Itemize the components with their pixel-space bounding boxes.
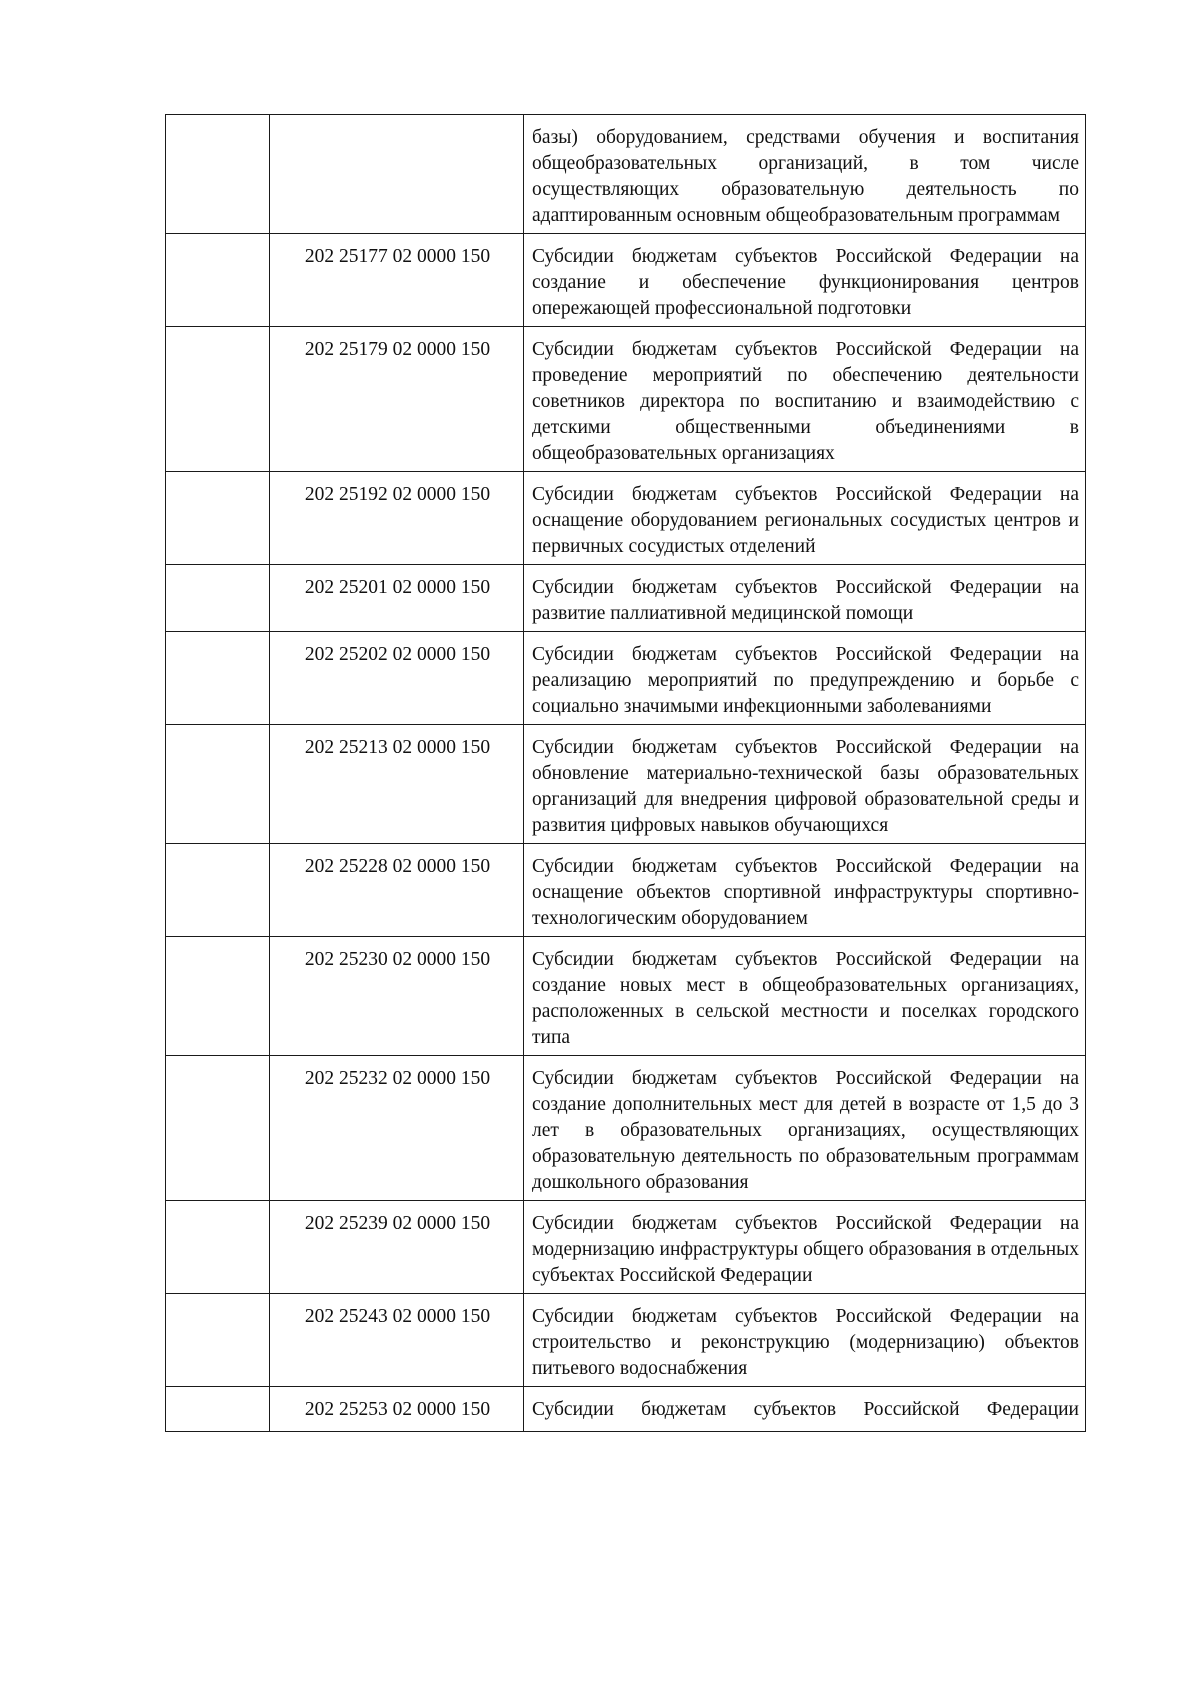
- table-cell-col1: [166, 725, 270, 844]
- table-row: [166, 1387, 1086, 1432]
- budget-code-cell: [270, 115, 524, 234]
- budget-code-cell: 202 25192 02 0000 150: [270, 472, 524, 565]
- table-row: [166, 632, 1086, 725]
- description-cell: Субсидии бюджетам субъектов Российской Федерации: [524, 1387, 1086, 1432]
- description-cell: Субсидии бюджетам субъектов Российской Федерации на создание и обеспечение функционирования центров опережающей профессиональной подготовки: [524, 234, 1086, 327]
- description-cell: Субсидии бюджетам субъектов Российской Федерации на создание дополнительных мест для детей в возрасте от 1,5 до 3 лет в образовательных организациях, осуществляющих образовательную деятельность по образовательным программам дошкольного образования: [524, 1056, 1086, 1201]
- table-row: [166, 327, 1086, 472]
- table-cell-col1: [166, 1294, 270, 1387]
- description-cell: Субсидии бюджетам субъектов Российской Федерации на развитие паллиативной медицинской помощи: [524, 565, 1086, 632]
- budget-code-cell: 202 25177 02 0000 150: [270, 234, 524, 327]
- budget-code-cell: 202 25243 02 0000 150: [270, 1294, 524, 1387]
- table-row: [166, 844, 1086, 937]
- budget-code-cell: 202 25253 02 0000 150: [270, 1387, 524, 1432]
- description-cell: Субсидии бюджетам субъектов Российской Федерации на реализацию мероприятий по предупреждению и борьбе с социально значимыми инфекционными заболеваниями: [524, 632, 1086, 725]
- budget-code-cell: 202 25201 02 0000 150: [270, 565, 524, 632]
- table-cell-col1: [166, 1056, 270, 1201]
- budget-code-cell: 202 25202 02 0000 150: [270, 632, 524, 725]
- description-cell: Субсидии бюджетам субъектов Российской Федерации на проведение мероприятий по обеспечению деятельности советников директора по воспитанию и взаимодействию с детскими общественными объединениями в общеобразовательных организациях: [524, 327, 1086, 472]
- table-cell-col1: [166, 1387, 270, 1432]
- table-row: [166, 937, 1086, 1056]
- description-cell: Субсидии бюджетам субъектов Российской Федерации на обновление материально-технической базы образовательных организаций для внедрения цифровой образовательной среды и развития цифровых навыков обучающихся: [524, 725, 1086, 844]
- table-cell-col1: [166, 327, 270, 472]
- description-cell: Субсидии бюджетам субъектов Российской Федерации на создание новых мест в общеобразовательных организациях, расположенных в сельской местности и поселках городского типа: [524, 937, 1086, 1056]
- budget-code-cell: 202 25239 02 0000 150: [270, 1201, 524, 1294]
- description-cell: Субсидии бюджетам субъектов Российской Федерации на оснащение оборудованием региональных сосудистых центров и первичных сосудистых отделений: [524, 472, 1086, 565]
- table-cell-col1: [166, 472, 270, 565]
- budget-codes-table: [165, 114, 1086, 1432]
- table-row: [166, 234, 1086, 327]
- description-cell: Субсидии бюджетам субъектов Российской Федерации на модернизацию инфраструктуры общего образования в отдельных субъектах Российской Федерации: [524, 1201, 1086, 1294]
- table-cell-col1: [166, 115, 270, 234]
- table-row: [166, 565, 1086, 632]
- budget-code-cell: 202 25213 02 0000 150: [270, 725, 524, 844]
- description-cell: Субсидии бюджетам субъектов Российской Федерации на оснащение объектов спортивной инфраструктуры спортивно-технологическим оборудованием: [524, 844, 1086, 937]
- budget-code-cell: 202 25179 02 0000 150: [270, 327, 524, 472]
- table-row: [166, 725, 1086, 844]
- table-row: [166, 115, 1086, 234]
- table-cell-col1: [166, 565, 270, 632]
- table-cell-col1: [166, 937, 270, 1056]
- table-row: [166, 1294, 1086, 1387]
- table-cell-col1: [166, 1201, 270, 1294]
- budget-code-cell: 202 25230 02 0000 150: [270, 937, 524, 1056]
- budget-code-cell: 202 25232 02 0000 150: [270, 1056, 524, 1201]
- table-row: [166, 472, 1086, 565]
- budget-code-cell: 202 25228 02 0000 150: [270, 844, 524, 937]
- description-cell: Субсидии бюджетам субъектов Российской Федерации на строительство и реконструкцию (модернизацию) объектов питьевого водоснабжения: [524, 1294, 1086, 1387]
- description-cell: базы) оборудованием, средствами обучения и воспитания общеобразовательных организаций, в том числе осуществляющих образовательную деятельность по адаптированным основным общеобразовательным программам: [524, 115, 1086, 234]
- table-cell-col1: [166, 844, 270, 937]
- table-row: [166, 1056, 1086, 1201]
- table-cell-col1: [166, 632, 270, 725]
- table-cell-col1: [166, 234, 270, 327]
- table-row: [166, 1201, 1086, 1294]
